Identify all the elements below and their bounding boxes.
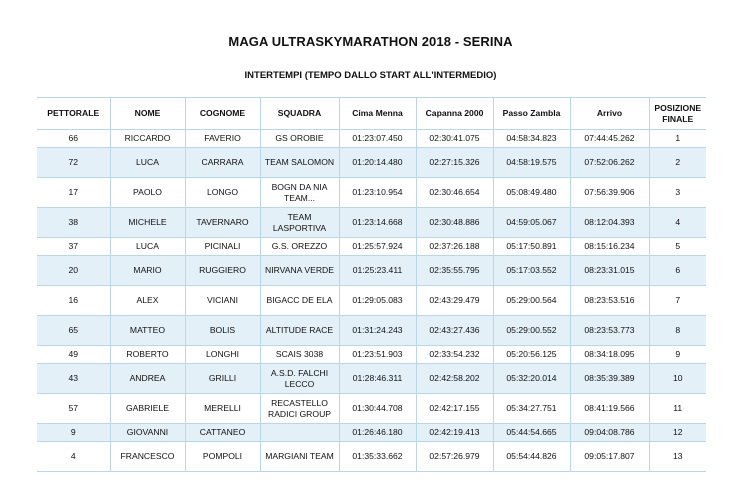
cima-menna-time-cell: 01:28:46.311: [339, 364, 416, 394]
passo-zambla-time-cell: 05:08:49.480: [493, 178, 570, 208]
bib-cell: 66: [37, 130, 110, 148]
table-row: [37, 364, 706, 394]
final-position-cell: 7: [649, 286, 706, 316]
last-name-cell: GRILLI: [185, 364, 260, 394]
cima-menna-time-cell: 01:25:23.411: [339, 256, 416, 286]
first-name-cell: MATTEO: [110, 316, 185, 346]
capanna-2000-time-cell: 02:42:58.202: [416, 364, 493, 394]
finish-time-cell: 07:44:45.262: [570, 130, 649, 148]
finish-time-cell: 09:05:17.807: [570, 442, 649, 472]
passo-zambla-time-cell: 05:17:03.552: [493, 256, 570, 286]
capanna-2000-time-cell: 02:30:46.654: [416, 178, 493, 208]
finish-time-cell: 07:52:06.262: [570, 148, 649, 178]
last-name-cell: CATTANEO: [185, 424, 260, 442]
team-cell: ALTITUDE RACE: [260, 316, 339, 346]
passo-zambla-time-cell: 05:34:27.751: [493, 394, 570, 424]
col-squadra-header: SQUADRA: [260, 98, 339, 130]
last-name-cell: FAVERIO: [185, 130, 260, 148]
first-name-cell: MICHELE: [110, 208, 185, 238]
passo-zambla-time-cell: 05:44:54.665: [493, 424, 570, 442]
finish-time-cell: 08:23:53.773: [570, 316, 649, 346]
header-row: [37, 98, 706, 130]
table-row: [37, 238, 706, 256]
final-position-cell: 3: [649, 178, 706, 208]
final-position-cell: 8: [649, 316, 706, 346]
final-position-cell: 13: [649, 442, 706, 472]
first-name-cell: LUCA: [110, 148, 185, 178]
finish-time-cell: 08:12:04.393: [570, 208, 649, 238]
final-position-cell: 6: [649, 256, 706, 286]
cima-menna-time-cell: 01:30:44.708: [339, 394, 416, 424]
col-arrivo-header: Arrivo: [570, 98, 649, 130]
table-header: [37, 98, 706, 130]
cima-menna-time-cell: 01:29:05.083: [339, 286, 416, 316]
passo-zambla-time-cell: 05:29:00.552: [493, 316, 570, 346]
final-position-cell: 2: [649, 148, 706, 178]
passo-zambla-time-cell: 05:32:20.014: [493, 364, 570, 394]
bib-cell: 72: [37, 148, 110, 178]
cima-menna-time-cell: 01:23:14.668: [339, 208, 416, 238]
col-cognome-header: COGNOME: [185, 98, 260, 130]
final-position-cell: 9: [649, 346, 706, 364]
finish-time-cell: 09:04:08.786: [570, 424, 649, 442]
bib-cell: 57: [37, 394, 110, 424]
results-table: [37, 97, 706, 472]
final-position-cell: 11: [649, 394, 706, 424]
bib-cell: 38: [37, 208, 110, 238]
capanna-2000-time-cell: 02:30:41.075: [416, 130, 493, 148]
passo-zambla-time-cell: 04:58:19.575: [493, 148, 570, 178]
capanna-2000-time-cell: 02:43:29.479: [416, 286, 493, 316]
team-cell: TEAM SALOMON: [260, 148, 339, 178]
capanna-2000-time-cell: 02:35:55.795: [416, 256, 493, 286]
last-name-cell: MERELLI: [185, 394, 260, 424]
bib-cell: 4: [37, 442, 110, 472]
document-subtitle: INTERTEMPI (TEMPO DALLO START ALL'INTERMEDIO): [244, 70, 497, 81]
cima-menna-time-cell: 01:23:51.903: [339, 346, 416, 364]
last-name-cell: RUGGIERO: [185, 256, 260, 286]
final-position-cell: 12: [649, 424, 706, 442]
capanna-2000-time-cell: 02:30:48.886: [416, 208, 493, 238]
bib-cell: 9: [37, 424, 110, 442]
team-cell: RECASTELLO RADICI GROUP: [260, 394, 339, 424]
passo-zambla-time-cell: 05:17:50.891: [493, 238, 570, 256]
cima-menna-time-cell: 01:23:07.450: [339, 130, 416, 148]
final-position-cell: 4: [649, 208, 706, 238]
passo-zambla-time-cell: 05:54:44.826: [493, 442, 570, 472]
capanna-2000-time-cell: 02:43:27.436: [416, 316, 493, 346]
passo-zambla-time-cell: 05:29:00.564: [493, 286, 570, 316]
col-cima-menna-header: Cima Menna: [339, 98, 416, 130]
table-row: [37, 256, 706, 286]
capanna-2000-time-cell: 02:27:15.326: [416, 148, 493, 178]
last-name-cell: BOLIS: [185, 316, 260, 346]
capanna-2000-time-cell: 02:37:26.188: [416, 238, 493, 256]
table-row: [37, 424, 706, 442]
cima-menna-time-cell: 01:23:10.954: [339, 178, 416, 208]
capanna-2000-time-cell: 02:42:19.413: [416, 424, 493, 442]
first-name-cell: ANDREA: [110, 364, 185, 394]
last-name-cell: VICIANI: [185, 286, 260, 316]
finish-time-cell: 07:56:39.906: [570, 178, 649, 208]
col-nome-header: NOME: [110, 98, 185, 130]
finish-time-cell: 08:15:16.234: [570, 238, 649, 256]
team-cell: [260, 424, 339, 442]
team-cell: TEAM LASPORTIVA: [260, 208, 339, 238]
final-position-cell: 10: [649, 364, 706, 394]
bib-cell: 49: [37, 346, 110, 364]
first-name-cell: PAOLO: [110, 178, 185, 208]
first-name-cell: LUCA: [110, 238, 185, 256]
last-name-cell: LONGHI: [185, 346, 260, 364]
table-row: [37, 286, 706, 316]
finish-time-cell: 08:34:18.095: [570, 346, 649, 364]
team-cell: NIRVANA VERDE: [260, 256, 339, 286]
col-posizione-finale-header: POSIZIONE FINALE: [649, 98, 706, 130]
passo-zambla-time-cell: 04:59:05.067: [493, 208, 570, 238]
team-cell: MARGIANI TEAM: [260, 442, 339, 472]
table-row: [37, 178, 706, 208]
finish-time-cell: 08:41:19.566: [570, 394, 649, 424]
first-name-cell: GABRIELE: [110, 394, 185, 424]
table-row: [37, 394, 706, 424]
finish-time-cell: 08:35:39.389: [570, 364, 649, 394]
table-row: [37, 148, 706, 178]
passo-zambla-time-cell: 05:20:56.125: [493, 346, 570, 364]
team-cell: SCAIS 3038: [260, 346, 339, 364]
passo-zambla-time-cell: 04:58:34.823: [493, 130, 570, 148]
last-name-cell: POMPOLI: [185, 442, 260, 472]
first-name-cell: MARIO: [110, 256, 185, 286]
bib-cell: 20: [37, 256, 110, 286]
cima-menna-time-cell: 01:31:24.243: [339, 316, 416, 346]
table-row: [37, 346, 706, 364]
team-cell: BIGACC DE ELA: [260, 286, 339, 316]
team-cell: A.S.D. FALCHI LECCO: [260, 364, 339, 394]
col-pettorale-header: PETTORALE: [37, 98, 110, 130]
bib-cell: 17: [37, 178, 110, 208]
final-position-cell: 1: [649, 130, 706, 148]
finish-time-cell: 08:23:53.516: [570, 286, 649, 316]
finish-time-cell: 08:23:31.015: [570, 256, 649, 286]
table-body: [37, 130, 706, 472]
document-title: MAGA ULTRASKYMARATHON 2018 - SERINA: [228, 34, 513, 49]
capanna-2000-time-cell: 02:42:17.155: [416, 394, 493, 424]
last-name-cell: LONGO: [185, 178, 260, 208]
table-row: [37, 316, 706, 346]
last-name-cell: CARRARA: [185, 148, 260, 178]
first-name-cell: ALEX: [110, 286, 185, 316]
first-name-cell: ROBERTO: [110, 346, 185, 364]
team-cell: GS OROBIE: [260, 130, 339, 148]
capanna-2000-time-cell: 02:33:54.232: [416, 346, 493, 364]
last-name-cell: TAVERNARO: [185, 208, 260, 238]
cima-menna-time-cell: 01:35:33.662: [339, 442, 416, 472]
team-cell: G.S. OREZZO: [260, 238, 339, 256]
team-cell: BOGN DA NIA TEAM...: [260, 178, 339, 208]
final-position-cell: 5: [649, 238, 706, 256]
bib-cell: 43: [37, 364, 110, 394]
col-passo-zambla-header: Passo Zambla: [493, 98, 570, 130]
table-row: [37, 208, 706, 238]
table-row: [37, 442, 706, 472]
bib-cell: 65: [37, 316, 110, 346]
capanna-2000-time-cell: 02:57:26.979: [416, 442, 493, 472]
table-row: [37, 130, 706, 148]
cima-menna-time-cell: 01:25:57.924: [339, 238, 416, 256]
col-capanna-2000-header: Capanna 2000: [416, 98, 493, 130]
bib-cell: 37: [37, 238, 110, 256]
first-name-cell: GIOVANNI: [110, 424, 185, 442]
cima-menna-time-cell: 01:20:14.480: [339, 148, 416, 178]
first-name-cell: FRANCESCO: [110, 442, 185, 472]
first-name-cell: RICCARDO: [110, 130, 185, 148]
cima-menna-time-cell: 01:26:46.180: [339, 424, 416, 442]
bib-cell: 16: [37, 286, 110, 316]
last-name-cell: PICINALI: [185, 238, 260, 256]
